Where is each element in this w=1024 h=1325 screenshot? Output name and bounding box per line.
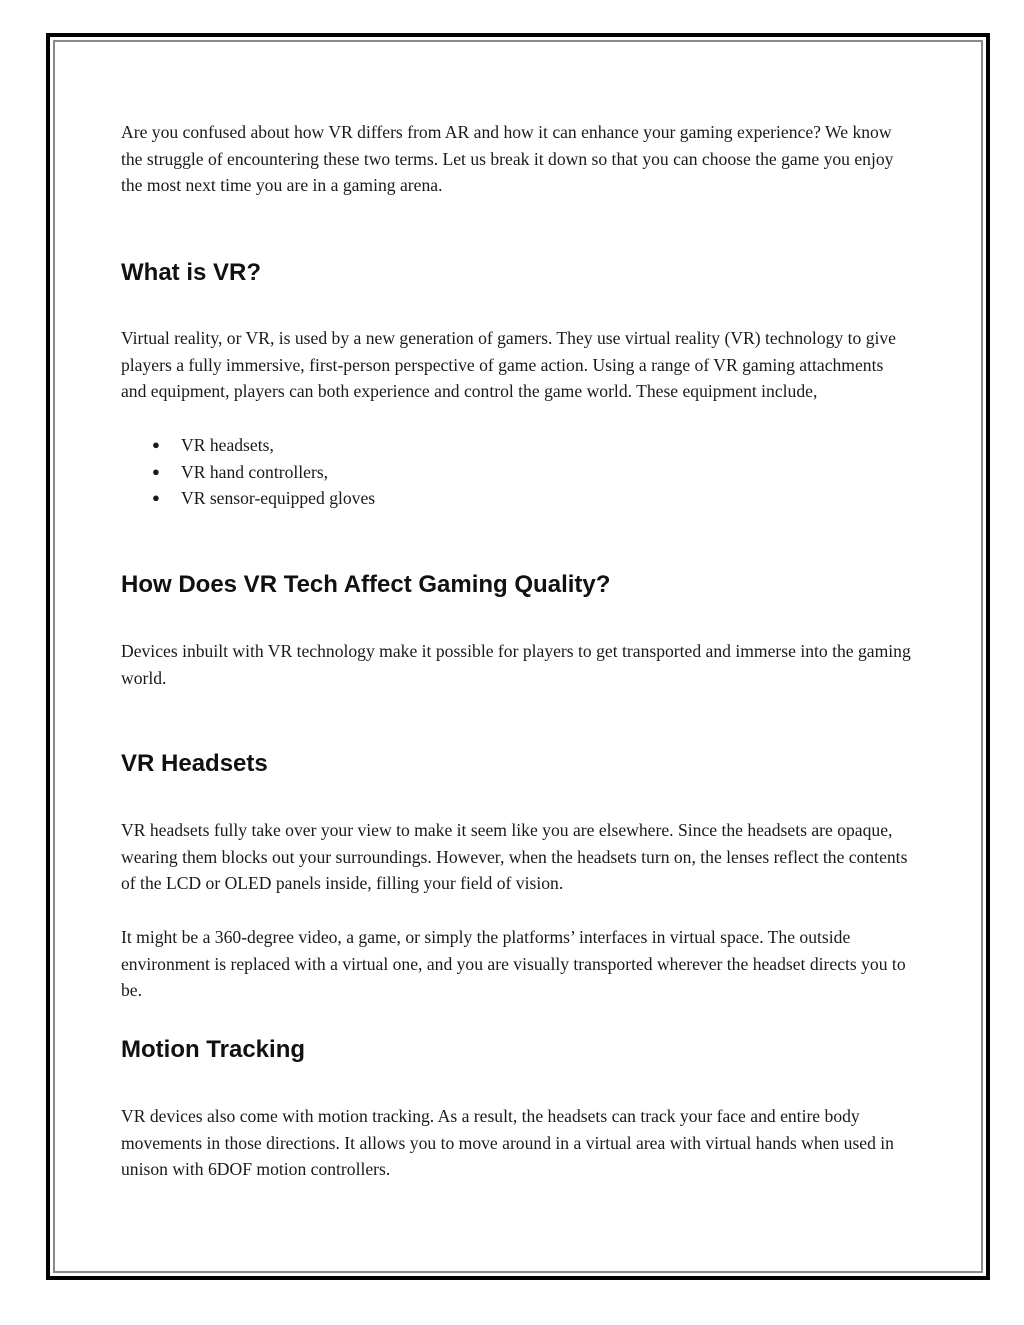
list-item-text: VR hand controllers,: [181, 461, 329, 482]
paragraph-how-vr-affects-gaming: Devices inbuilt with VR technology make it possible for players to get transported and immerse into the gaming world.: [121, 641, 911, 688]
heading-how-vr-affects-gaming: How Does VR Tech Affect Gaming Quality?: [121, 571, 611, 598]
heading-motion-tracking: Motion Tracking: [121, 1036, 306, 1063]
list-item-text: VR sensor-equipped gloves: [181, 488, 376, 509]
list-item: [121, 432, 911, 459]
heading-vr-headsets: VR Headsets: [121, 750, 268, 777]
bullet-icon: ●: [152, 437, 160, 452]
list-item-text: VR headsets,: [181, 435, 274, 455]
bullet-icon: ●: [152, 463, 160, 479]
paragraph-vr-headsets-2: It might be a 360-degree video, a game, or simply the platforms’ interfaces in virtual space. The outside environment is replaced with a virtual one, and you are visually transported wherever the headset directs you to be.: [121, 927, 906, 1001]
paragraph-motion-tracking: VR devices also come with motion tracking. As a result, the headsets can track your face and entire body movements in those directions. It allows you to move around in a virtual area with virtual hands when used in unison with 6DOF motion controllers.: [121, 1106, 894, 1180]
list-item: [121, 459, 911, 486]
equipment-list: [121, 432, 911, 512]
intro-paragraph: Are you confused about how VR differs from AR and how it can enhance your gaming experience? We know the struggle of encountering these two terms. Let us break it down so that you can choose the game you enjoy the most next time you are in a gaming arena.: [121, 122, 894, 196]
paragraph-vr-headsets-1: VR headsets fully take over your view to make it seem like you are elsewhere. Since the headsets are opaque, wearing them blocks out your surroundings. However, when the headsets turn on, the lenses reflect the contents of the LCD or OLED panels inside, filling your field of vision.: [121, 820, 908, 894]
heading-what-is-vr: What is VR?: [121, 259, 262, 286]
paragraph-what-is-vr: Virtual reality, or VR, is used by a new generation of gamers. They use virtual reality (VR) technology to give players a fully immersive, first-person perspective of game action. Using a range of VR gaming attachments and equipment, players can both experience and control the game world. These equipment include,: [121, 328, 896, 402]
bullet-icon: ●: [152, 490, 160, 506]
list-item: [121, 485, 911, 512]
